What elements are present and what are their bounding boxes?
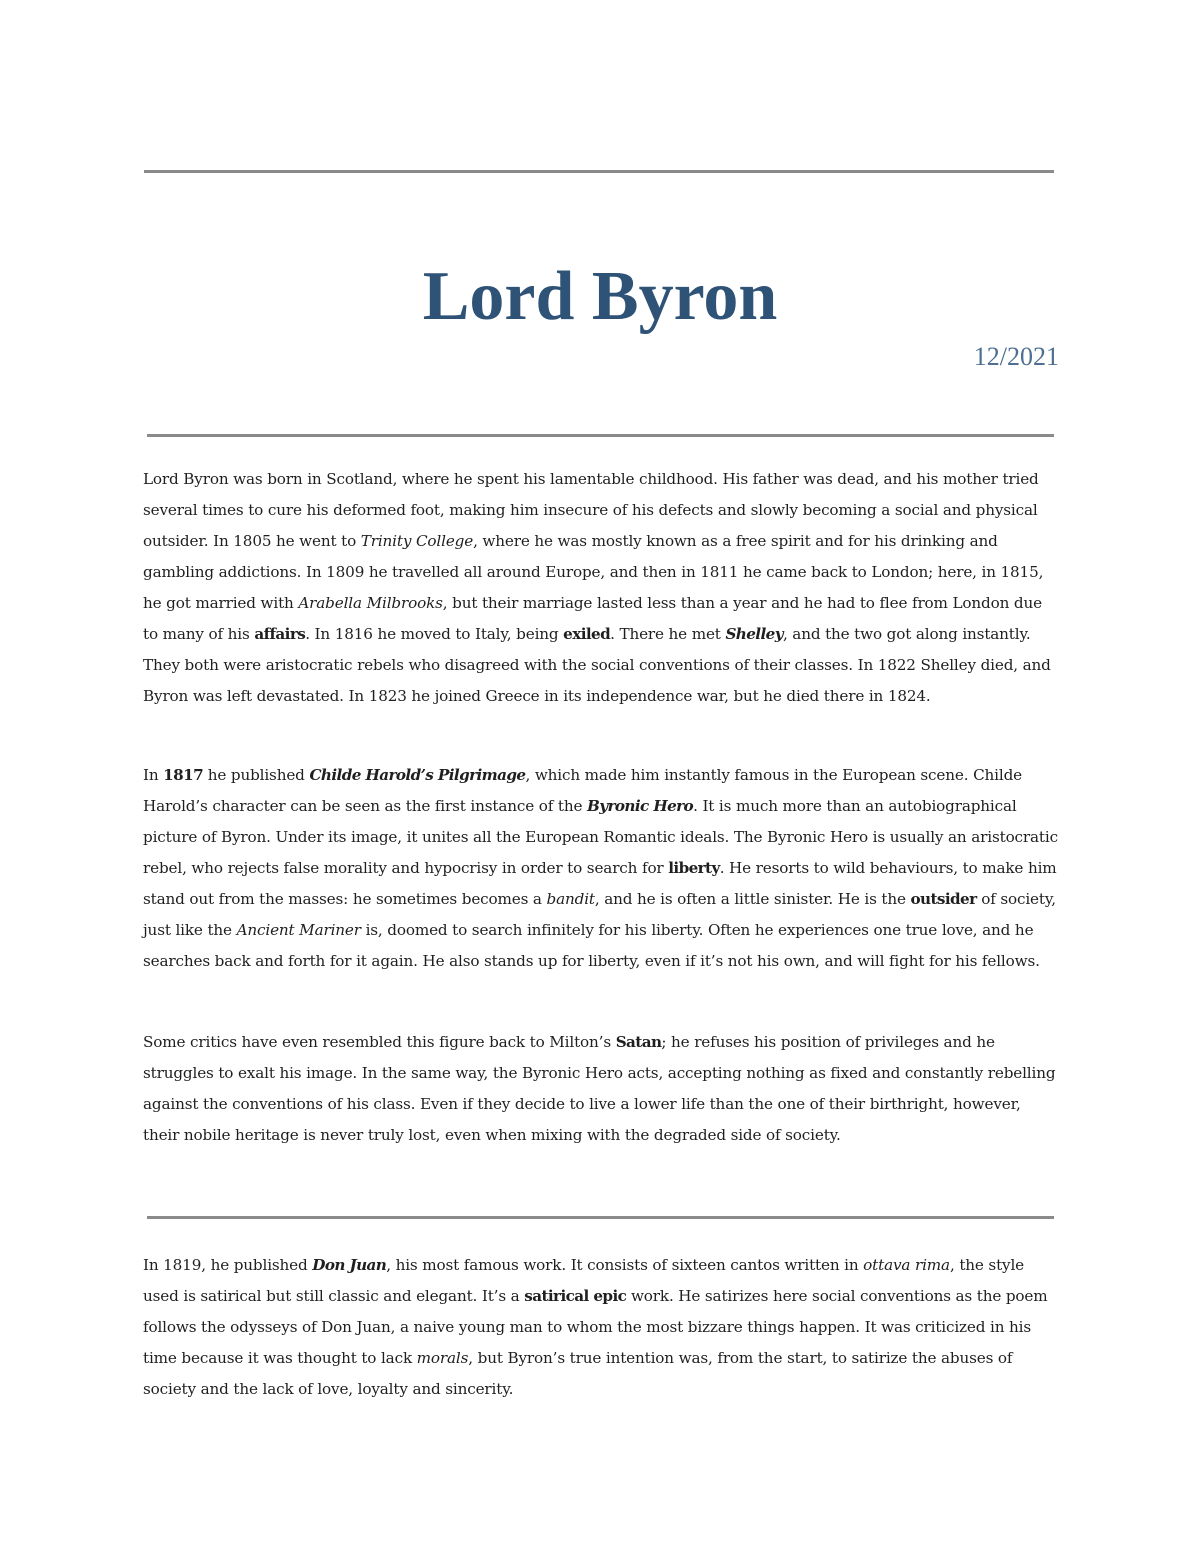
emphasis-bold: outsider	[910, 890, 977, 908]
emphasis-bold: exiled	[563, 625, 611, 643]
paragraph-biography	[143, 464, 1061, 712]
emphasis-italic: Arabella Milbrooks	[298, 594, 443, 612]
emphasis-italic: Trinity College	[360, 532, 474, 550]
top-divider	[144, 170, 1054, 173]
emphasis-bold: 1817	[163, 766, 204, 784]
emphasis-bold-italic: Childe Harold’s Pilgrimage	[309, 766, 526, 784]
text-run: In	[143, 766, 164, 784]
section-divider	[147, 1216, 1054, 1219]
emphasis-bold-italic: Don Juan	[312, 1256, 387, 1274]
text-run: , which made him instantly famous in the European scene. Childe Harold’s character can be seen as the first instance of the	[143, 766, 1023, 815]
text-run: Some critics have even resembled this figure back to Milton’s	[143, 1033, 616, 1051]
text-run: , his most famous work. It consists of sixteen cantos written in	[386, 1256, 864, 1274]
emphasis-bold-italic: Shelley	[725, 625, 783, 643]
text-run: work. He satirizes here social conventions as the poem follows the odysseys of Don Juan, a naive young man to whom the most bizzare things happen. It was criticized in his time because it was thought to lack	[143, 1287, 1048, 1367]
text-run: of society, just like the	[143, 890, 1056, 939]
emphasis-italic: Ancient Mariner	[236, 921, 361, 939]
emphasis-italic: morals	[416, 1349, 469, 1367]
emphasis-bold-italic: Byronic Hero	[587, 797, 694, 815]
emphasis-bold: Satan	[615, 1033, 662, 1051]
text-run: In 1819, he published	[143, 1256, 313, 1274]
text-run: , the style used is satirical but still classic and elegant. It’s a	[143, 1256, 1024, 1305]
text-run: he published	[203, 766, 310, 784]
emphasis-bold: liberty	[668, 859, 720, 877]
emphasis-bold: satirical epic	[524, 1287, 627, 1305]
emphasis-bold: affairs	[254, 625, 306, 643]
text-run: . He resorts to wild behaviours, to make him stand out from the masses: he sometimes becomes a	[143, 859, 1057, 908]
text-run: ; he refuses his position of privileges and he struggles to exalt his image. In the same way, the Byronic Hero acts, accepting nothing as fixed and constantly rebelling against the conventions of his class. Even if they decide to live a lower life than the one of their birthright, however, their nobile heritage is never truly lost, even when mixing with the degraded side of society.	[143, 1033, 1056, 1144]
paragraph-don-juan	[143, 1250, 1061, 1405]
emphasis-italic: ottava rima	[863, 1256, 950, 1274]
text-run: , but their marriage lasted less than a year and he had to flee from London due to many of his	[143, 594, 1042, 643]
paragraph-satan-comparison	[143, 1027, 1061, 1151]
text-run: is, doomed to search infinitely for his liberty. Often he experiences one true love, and he searches back and forth for it again. He also stands up for liberty, even if it’s not his own, and will fight for his fellows.	[143, 921, 1040, 970]
text-run: , where he was mostly known as a free spirit and for his drinking and gambling addictions. In 1809 he travelled all around Europe, and then in 1811 he came back to London; here, in 1815, he got married with	[143, 532, 1044, 612]
header-divider	[147, 434, 1054, 437]
paragraph-childe-harold	[143, 760, 1061, 977]
text-run: . It is much more than an autobiographical picture of Byron. Under its image, it unites all the European Romantic ideals. The Byronic Hero is usually an aristocratic rebel, who rejects false morality and hypocrisy in order to search for	[143, 797, 1058, 877]
emphasis-italic: bandit	[546, 890, 595, 908]
text-run: . There he met	[610, 625, 726, 643]
text-run: , and he is often a little sinister. He is the	[594, 890, 911, 908]
text-run: , and the two got along instantly. They both were aristocratic rebels who disagreed with the social conventions of their classes. In 1822 Shelley died, and Byron was left devastated. In 1823 he joined Greece in its independence war, but he died there in 1824.	[143, 625, 1051, 705]
page-title: Lord Byron	[422, 257, 778, 335]
text-run: Lord Byron was born in Scotland, where he spent his lamentable childhood. His father was dead, and his mother tried several times to cure his deformed foot, making him insecure of his defects and slowly becoming a social and physical outsider. In 1805 he went to	[143, 470, 1039, 550]
document-date: 12/2021	[973, 342, 1059, 371]
text-run: . In 1816 he moved to Italy, being	[305, 625, 564, 643]
text-run: , but Byron’s true intention was, from the start, to satirize the abuses of society and the lack of love, loyalty and sincerity.	[143, 1349, 1013, 1398]
